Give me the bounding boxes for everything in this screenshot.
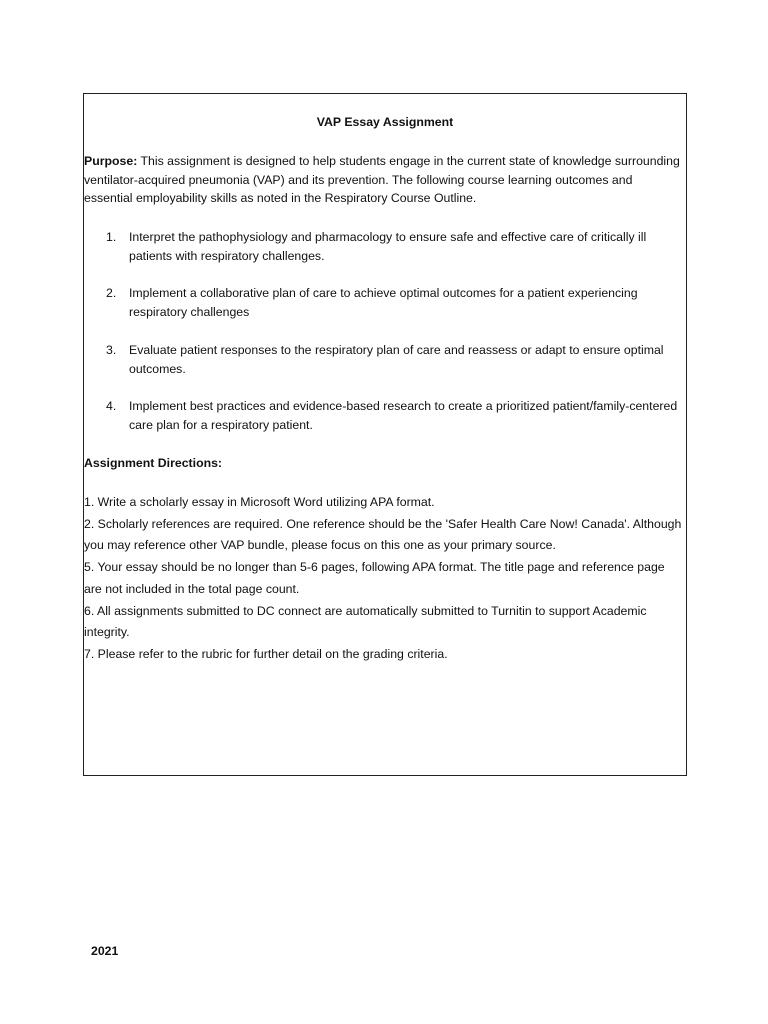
direction-item: 6. All assignments submitted to DC connect are automatically submitted to Turnitin to support Academic integrity. — [84, 603, 647, 640]
footer-year: 2021 — [91, 944, 119, 958]
outcome-text: Interpret the pathophysiology and pharmacology to ensure safe and effective care of critically ill patients with respiratory challenges. — [129, 230, 647, 263]
outcome-number: 3. — [106, 342, 117, 357]
directions-heading: Assignment Directions: — [84, 456, 223, 470]
directions-list — [84, 492, 684, 666]
assignment-box — [83, 93, 687, 776]
outcome-item — [84, 228, 684, 265]
outcome-text: Implement best practices and evidence-based research to create a prioritized patient/family-centered care plan for a respiratory patient. — [129, 399, 678, 432]
outcome-text: Implement a collaborative plan of care to achieve optimal outcomes for a patient experiencing respiratory challenges — [129, 286, 638, 320]
purpose-text: This assignment is designed to help students engage in the current state of knowledge surrounding ventilator-acquired pneumonia (VAP) and its prevention. The following course learning outcomes and essential employability skills as noted in the Respiratory Course Outline. — [84, 154, 680, 206]
outcome-text: Evaluate patient responses to the respiratory plan of care and reassess or adapt to ensure optimal outcomes. — [129, 342, 664, 376]
outcome-item — [84, 397, 684, 434]
outcome-item — [84, 341, 684, 378]
learning-outcomes-list — [84, 228, 684, 454]
purpose-label: Purpose: — [84, 154, 138, 168]
direction-item: 5. Your essay should be no longer than 5-6 pages, following APA format. The title page and reference page are not included in the total page count. — [84, 560, 665, 596]
outcome-item — [84, 284, 684, 321]
direction-item: 2. Scholarly references are required. One reference should be the 'Safer Health Care Now! Canada'. Although you may reference other VAP bundle, please focus on this one as your primary source. — [84, 516, 682, 553]
outcome-number: 1. — [106, 230, 117, 244]
purpose-paragraph — [84, 152, 682, 208]
direction-item: 7. Please refer to the rubric for further detail on the grading criteria. — [84, 646, 448, 661]
direction-item: 1. Write a scholarly essay in Microsoft Word utilizing APA format. — [84, 495, 435, 509]
outcome-number: 4. — [106, 399, 117, 414]
outcome-number: 2. — [106, 286, 117, 301]
document-title: VAP Essay Assignment — [316, 115, 454, 129]
